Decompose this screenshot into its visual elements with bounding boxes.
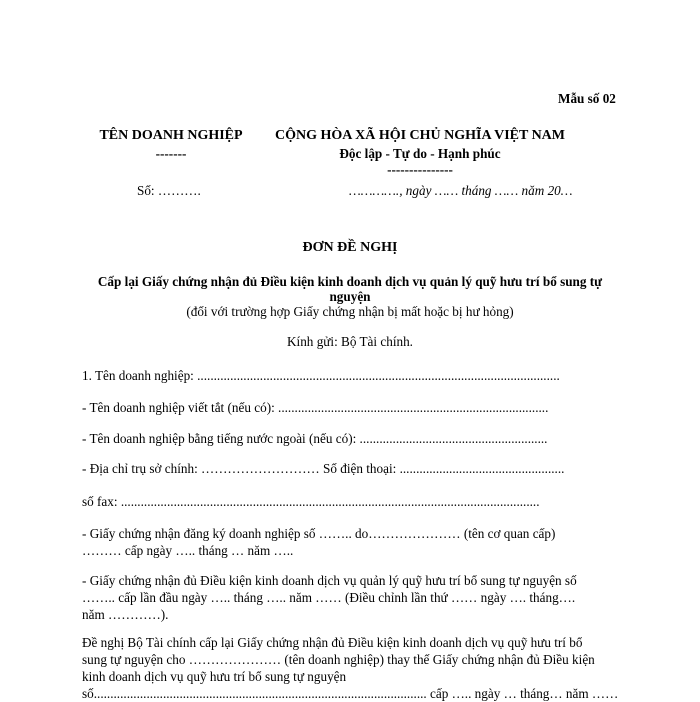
national-motto: Độc lập - Tự do - Hạnh phúc [339,146,501,161]
business-registration-line-2: ……… cấp ngày ….. tháng … năm ….. [82,543,294,558]
request-paragraph [82,634,622,702]
eligibility-certificate-line-2: …….. cấp lần đầu ngày ….. tháng ….. năm …… (Điều chỉnh lần thứ …… ngày …. tháng…. [82,590,576,605]
company-header: TÊN DOANH NGHIỆP [99,128,243,143]
company-dashes: ------- [155,146,187,161]
request-line-3: kinh doanh dịch vụ quỹ hưu trí bổ sung tự nguyện [82,669,347,684]
field-abbrev-name: - Tên doanh nghiệp viết tắt (nếu có): .................................................................................. [82,400,549,415]
form-number: Mẫu số 02 [558,91,616,106]
business-registration-paragraph [82,525,622,559]
recipient-line: Kính gửi: Bộ Tài chính. [287,334,413,349]
field-company-name: 1. Tên doanh nghiệp: .............................................................................................................. [82,368,560,383]
business-registration-line-1: - Giấy chứng nhận đăng ký doanh nghiệp số …….. do………………… (tên cơ quan cấp) [82,526,556,541]
eligibility-certificate-line-1: - Giấy chứng nhận đủ Điều kiện kinh doanh dịch vụ quản lý quỹ hưu trí bổ sung tự nguyện số [82,573,577,588]
date-line: …………., ngày …… tháng …… năm 20… [349,183,573,198]
field-fax: số fax: ............................................................................................................................... [82,494,540,509]
subtitle-line-1: Cấp lại Giấy chứng nhận đủ Điều kiện kinh doanh dịch vụ quản lý quỹ hưu trí bổ sung tự [97,274,603,289]
request-line-1: Đề nghị Bộ Tài chính cấp lại Giấy chứng nhận đủ Điều kiện kinh doanh dịch vụ quỹ hưu trí bổ [82,635,583,650]
request-line-2: sung tự nguyện cho ………………… (tên doanh nghiệp) thay thế Giấy chứng nhận đủ Điều kiện [82,652,595,667]
document-number: Số: ………. [137,183,201,198]
request-line-4: số..................................................................................................... cấp ….. ngày … tháng… năm …… [82,686,619,701]
document-title: ĐƠN ĐỀ NGHỊ [302,240,398,255]
field-foreign-name: - Tên doanh nghiệp bằng tiếng nước ngoài (nếu có): ......................................................... [82,431,548,446]
national-dashes: --------------- [387,162,453,177]
eligibility-certificate-line-3: năm …………). [82,607,169,622]
subtitle-note: (đối với trường hợp Giấy chứng nhận bị mất hoặc bị hư hỏng) [186,304,514,319]
eligibility-certificate-paragraph [82,572,622,623]
subtitle-line-2: nguyện [329,289,371,304]
field-address-phone: - Địa chỉ trụ sở chính: ……………………… Số điện thoại: .................................................. [82,461,565,476]
national-title: CỘNG HÒA XÃ HỘI CHỦ NGHĨA VIỆT NAM [274,128,565,143]
